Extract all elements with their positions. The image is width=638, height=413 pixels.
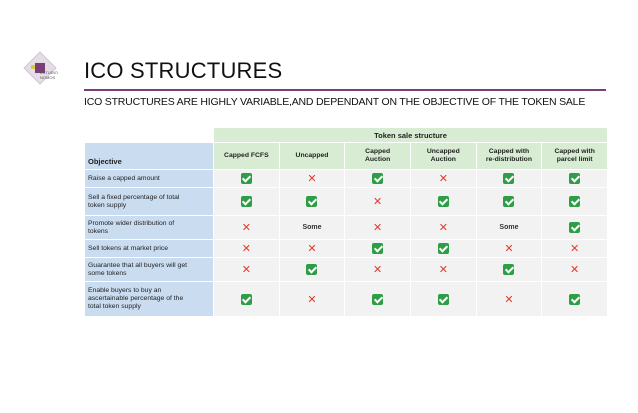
value-cell <box>280 216 345 239</box>
group-header-row <box>85 128 607 142</box>
title-divider <box>84 89 606 91</box>
table-corner <box>85 128 213 142</box>
cross-icon: ✕ <box>373 263 383 276</box>
value-cell <box>542 188 607 215</box>
checkmark-icon <box>503 264 514 275</box>
checkmark-icon <box>569 294 580 305</box>
column-header-line: Auction <box>364 156 391 163</box>
value-cell <box>477 188 542 215</box>
cross-icon: ✕ <box>438 263 448 276</box>
value-cell <box>280 258 345 281</box>
value-cell <box>345 216 410 239</box>
value-cell <box>542 258 607 281</box>
cross-icon: ✕ <box>504 292 514 306</box>
checkmark-icon <box>503 173 514 184</box>
column-header-line: Auction <box>430 156 456 163</box>
checkmark-icon <box>438 243 449 254</box>
value-cell <box>411 258 476 281</box>
objective-cell <box>85 216 213 239</box>
table-row <box>85 282 607 316</box>
cross-icon: ✕ <box>438 221 448 234</box>
cross-icon: ✕ <box>570 242 580 255</box>
value-cell <box>411 188 476 215</box>
cross-icon: ✕ <box>241 221 251 234</box>
logo-text-line-2: NOMOS <box>40 75 56 80</box>
checkmark-icon <box>503 196 514 207</box>
token-sale-table-container <box>84 127 608 341</box>
value-cell <box>280 240 345 257</box>
column-header-row <box>85 143 607 169</box>
column-header <box>280 143 345 169</box>
token-sale-table <box>84 127 608 317</box>
checkmark-icon <box>372 294 383 305</box>
value-cell <box>542 282 607 316</box>
cross-icon: ✕ <box>307 172 317 185</box>
value-cell <box>280 188 345 215</box>
logo-text <box>40 70 58 80</box>
checkmark-icon <box>241 196 252 207</box>
cross-icon: ✕ <box>241 263 251 276</box>
value-cell <box>411 170 476 187</box>
value-cell <box>411 282 476 316</box>
some-label: Some <box>499 224 519 231</box>
column-header <box>411 143 476 169</box>
column-header-line: Capped FCFS <box>224 152 269 159</box>
objective-header: Objective <box>85 143 213 169</box>
column-header <box>345 143 410 169</box>
column-header-line: Capped with <box>488 148 530 155</box>
objective-line: some tokens <box>88 269 127 277</box>
checkmark-icon <box>569 222 580 233</box>
value-cell <box>477 240 542 257</box>
value-cell <box>214 282 279 316</box>
checkmark-icon <box>306 196 317 207</box>
checkmark-icon <box>438 294 449 305</box>
cross-icon: ✕ <box>570 263 580 276</box>
column-header <box>542 143 607 169</box>
table-row <box>85 188 607 215</box>
cross-icon: ✕ <box>307 292 317 306</box>
checkmark-icon <box>241 294 252 305</box>
cross-icon: ✕ <box>438 172 448 185</box>
value-cell <box>477 170 542 187</box>
value-cell <box>542 216 607 239</box>
value-cell <box>477 282 542 316</box>
cross-icon: ✕ <box>504 242 514 255</box>
cross-icon: ✕ <box>241 242 251 255</box>
checkmark-icon <box>438 196 449 207</box>
column-header-line: Uncapped <box>295 152 329 159</box>
value-cell <box>214 188 279 215</box>
table-row <box>85 240 607 257</box>
column-header <box>477 143 542 169</box>
value-cell <box>345 170 410 187</box>
objective-line: ascertainable percentage of the <box>88 295 184 302</box>
checkmark-icon <box>569 196 580 207</box>
checkmark-icon <box>306 264 317 275</box>
objective-line: Raise a capped amount <box>88 174 160 182</box>
objective-cell <box>85 188 213 215</box>
page-title: ICO STRUCTURES <box>84 58 283 83</box>
value-cell <box>345 240 410 257</box>
table-body <box>85 128 607 316</box>
column-header-line: Capped with <box>554 148 595 155</box>
value-cell <box>477 216 542 239</box>
value-cell <box>280 170 345 187</box>
objective-cell <box>85 240 213 257</box>
page-subtitle: ICO STRUCTURES ARE HIGHLY VARIABLE,AND DEPENDANT ON THE OBJECTIVE OF THE TOKEN SALE <box>84 96 586 108</box>
value-cell <box>411 240 476 257</box>
value-cell <box>214 240 279 257</box>
logo-text-line-1: ESTUDIO <box>40 70 58 75</box>
some-label: Some <box>302 224 322 231</box>
checkmark-icon <box>372 243 383 254</box>
objective-line: total token supply <box>88 303 141 310</box>
value-cell <box>214 216 279 239</box>
cross-icon: ✕ <box>307 242 317 255</box>
group-header: Token sale structure <box>214 128 607 142</box>
value-cell <box>280 282 345 316</box>
checkmark-icon <box>569 173 580 184</box>
objective-line: tokens <box>88 227 109 235</box>
value-cell <box>411 216 476 239</box>
column-header-line: parcel limit <box>556 156 593 163</box>
value-cell <box>542 240 607 257</box>
value-cell <box>214 170 279 187</box>
column-header-line: re-distribution <box>485 156 532 163</box>
checkmark-icon <box>372 173 383 184</box>
table-row <box>85 216 607 239</box>
cross-icon: ✕ <box>373 221 383 234</box>
table-row <box>85 258 607 281</box>
objective-line: Promote wider distribution of <box>88 219 175 227</box>
value-cell <box>345 258 410 281</box>
company-logo <box>22 50 58 86</box>
objective-line: Sell tokens at market price <box>88 244 169 252</box>
column-header-line: Uncapped <box>426 148 460 155</box>
objective-cell <box>85 282 213 316</box>
value-cell <box>345 188 410 215</box>
checkmark-icon <box>241 173 252 184</box>
objective-cell <box>85 258 213 281</box>
objective-line: token supply <box>88 201 127 209</box>
column-header-line: Capped <box>365 148 391 155</box>
value-cell <box>542 170 607 187</box>
value-cell <box>477 258 542 281</box>
objective-line: Sell a fixed percentage of total <box>88 193 180 201</box>
value-cell <box>214 258 279 281</box>
column-header <box>214 143 279 169</box>
cross-icon: ✕ <box>373 195 383 208</box>
objective-line: Enable buyers to buy an <box>88 287 162 294</box>
objective-cell <box>85 170 213 187</box>
table-row <box>85 170 607 187</box>
value-cell <box>345 282 410 316</box>
objective-line: Guarantee that all buyers will get <box>88 261 187 269</box>
